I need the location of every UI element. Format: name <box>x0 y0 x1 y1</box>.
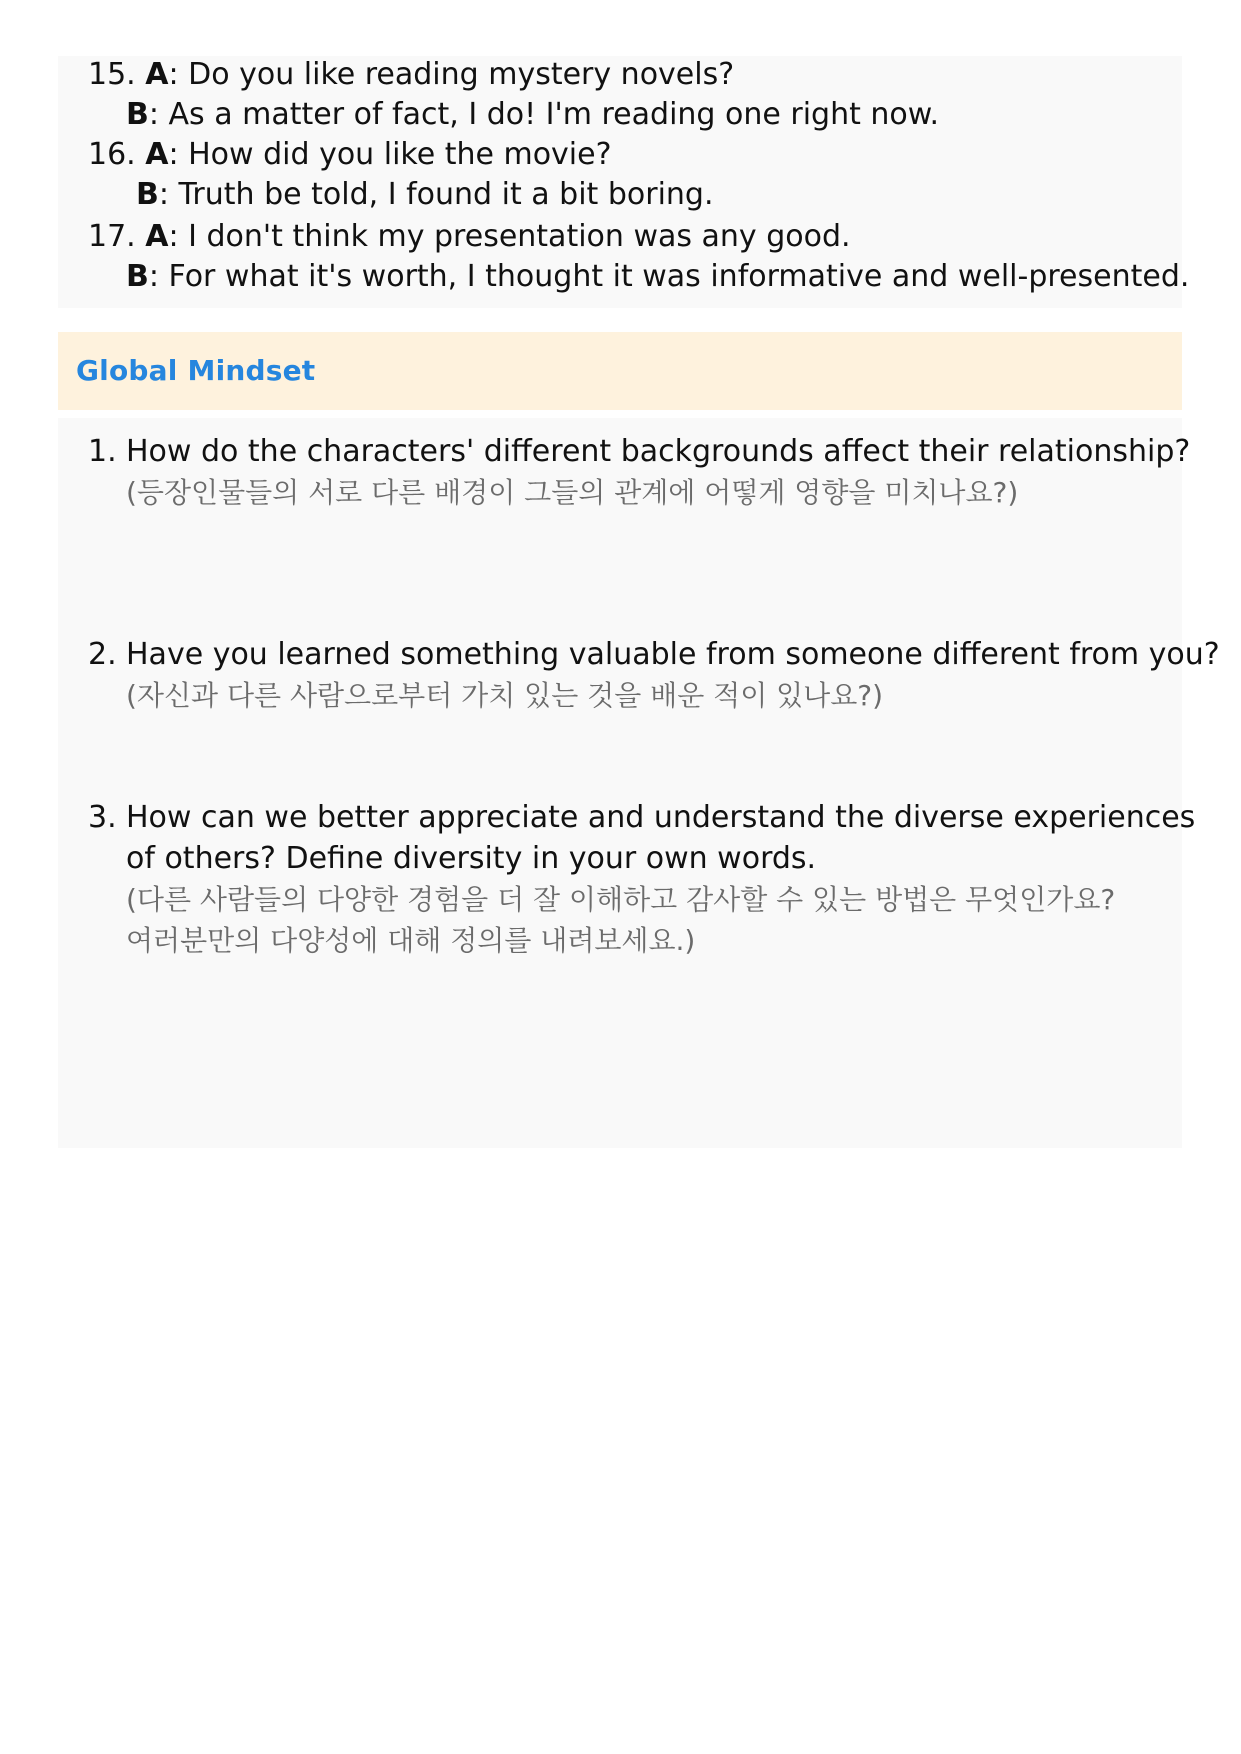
speaker-a-text: : Do you like reading mystery novels? <box>168 57 735 92</box>
dialogue-item-b <box>126 95 939 135</box>
dialogue-number: 17. <box>88 219 136 254</box>
speaker-a-label: A <box>145 137 169 172</box>
speaker-a-label: A <box>145 219 169 254</box>
speaker-b-label: B <box>126 97 149 132</box>
speaker-a-label: A <box>145 57 169 92</box>
question-number: 1. <box>88 434 117 469</box>
speaker-b-label: B <box>126 259 149 294</box>
question-translation: (자신과 다른 사람으로부터 가치 있는 것을 배운 적이 있나요?) <box>126 679 884 712</box>
dialogue-number: 16. <box>88 137 136 172</box>
speaker-b-text: : Truth be told, I found it a bit boring. <box>158 177 714 212</box>
dialogue-item-a <box>88 135 612 175</box>
section-title: Global Mindset <box>76 354 316 387</box>
question-text: How can we better appreciate and understand the diverse experiences <box>126 800 1196 835</box>
question-number: 3. <box>88 800 117 835</box>
question-text: Have you learned something valuable from someone different from you? <box>126 637 1220 672</box>
section-header <box>58 332 1182 410</box>
question-translation: 여러분만의 다양성에 대해 정의를 내려보세요.) <box>126 924 696 957</box>
question-text: of others? Define diversity in your own words. <box>126 841 817 876</box>
questions-panel <box>58 418 1182 1148</box>
dialogue-number: 15. <box>88 57 136 92</box>
dialogue-item-b <box>126 257 1189 297</box>
question-text: How do the characters' different backgrounds affect their relationship? <box>126 434 1191 469</box>
dialogue-item-a <box>88 55 734 95</box>
speaker-b-text: : For what it's worth, I thought it was informative and well-presented. <box>148 259 1190 294</box>
speaker-a-text: : How did you like the movie? <box>168 137 612 172</box>
speaker-b-text: : As a matter of fact, I do! I'm reading one right now. <box>148 97 940 132</box>
question-translation: (등장인물들의 서로 다른 배경이 그들의 관계에 어떻게 영향을 미치나요?) <box>126 476 1019 509</box>
dialogue-item-b <box>136 175 714 215</box>
speaker-a-text: : I don't think my presentation was any good. <box>168 219 851 254</box>
dialogue-item-a <box>88 217 851 257</box>
speaker-b-label: B <box>136 177 159 212</box>
question-number: 2. <box>88 637 117 672</box>
question-translation: (다른 사람들의 다양한 경험을 더 잘 이해하고 감사할 수 있는 방법은 무엇인가요? <box>126 883 1116 916</box>
